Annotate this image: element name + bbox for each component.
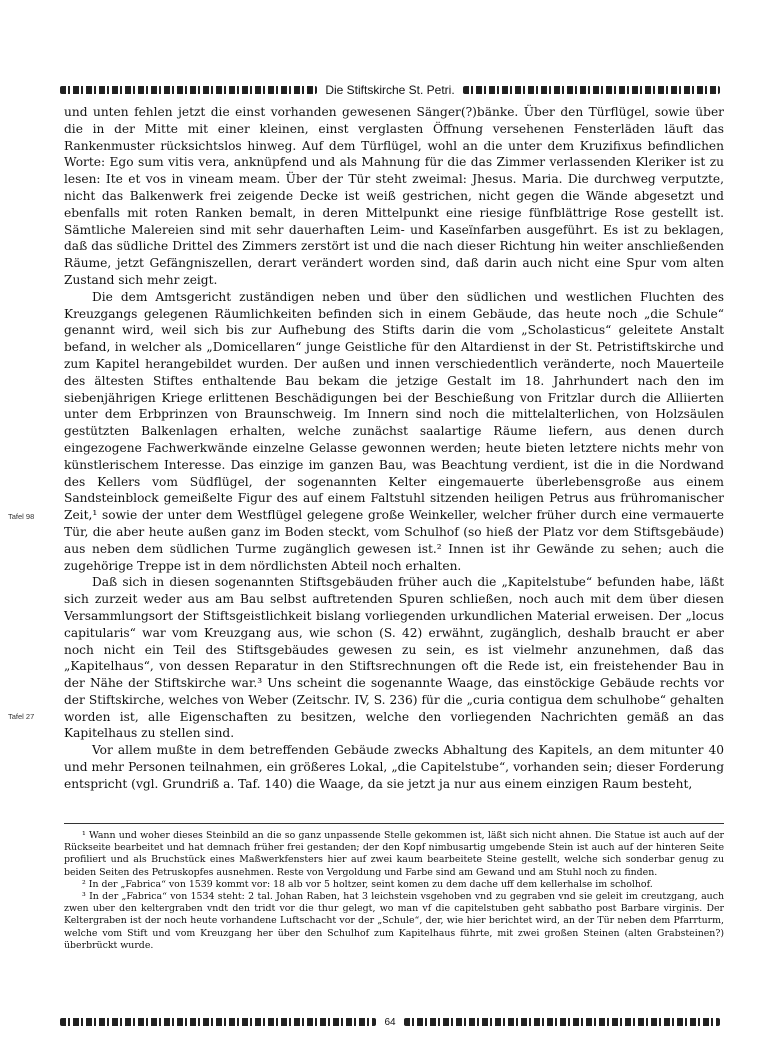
page-number: 64 — [384, 1016, 396, 1028]
header-ornament-right — [463, 86, 720, 94]
paragraph-2: Die dem Amtsgericht zuständigen neben und über den südlichen und westlichen Fluchten des Kreuzgangs gelegenen Räumlichkeiten befinden sich in einem Gebäude, das heute noch „die Schule“ genannt wird, weil sich bis zur Aufhebung des Stifts darin die vom „Scholasticus“ geleitete Anstalt befand, in welcher als „Domicellaren“ junge Geistliche für den Altardienst in der St. Petristiftskirche und zum Kapitel herangebildet wurden. Der außen und innen verschiedentlich veränderte, noch Mauerteile des ältesten Stiftes enthaltende Bau bekam die jetzige Gestalt im 18. Jahrhundert nach den im siebenjährigen Kriege erlittenen Beschädigungen bei der Beschießung von Fritzlar durch die Alliierten unter dem Erbprinzen von Braunschweig. Im Innern sind noch die mittelalterlichen, von Holzsäulen gestützten Balkenlagen erhalten, welche zunächst saalartige Räume liefern, aus denen durch eingezogene Fachwerkwände einzelne Gelasse gewonnen werden; heute bieten letztere nichts mehr von künstlerischem Interesse. Das einzige im ganzen Bau, was Beachtung verdient, ist die in die Nordwand des Kellers vom Südflügel, der sogenannten Kelter eingemauerte überlebensgroße aus einem Sandsteinblock gemeißelte Figur des auf einem Faltstuhl sitzenden heiligen Petrus aus frühromanischer Zeit,¹ sowie der unter dem Westflügel gelegene große Weinkeller, welcher früher durch eine vermauerte Tür, die aber heute außen ganz im Boden steckt, vom Schulhof (so hieß der Platz vor dem Stiftsgebäude) aus neben dem südlichen Turme zugänglich gewesen ist.² Innen ist ihr Gewände zu sehen; auch die zugehörige Treppe ist in dem nördlichsten Abteil noch erhalten. — [64, 289, 724, 573]
footnote-rule — [64, 823, 724, 824]
footnote-2: ² In der „Fabrica“ von 1539 kommt vor: 18 alb vor 5 holtzer, seint komen zu dem dache uff dem kellerhalse im scholhof. — [82, 878, 653, 890]
body-text — [64, 104, 724, 793]
paragraph-3: Daß sich in diesen sogenannten Stiftsgebäuden früher auch die „Kapitelstube“ befunden habe, läßt sich zurzeit weder aus am Bau selbst auftretenden Spuren schließen, noch auch mit dem über diesen Versammlungsort der Stiftsgeistlichkeit bislang vorliegenden urkundlichen Material erweisen. Der „locus capitularis“ war vom Kreuzgang aus, wie schon (S. 42) erwähnt, zugänglich, deshalb braucht er aber noch nicht ein Teil des Stiftsgebäudes gewesen zu sein, es ist vielmehr anzunehmen, daß das „Kapitelhaus“, von dessen Reparatur in den Stiftsrechnungen oft die Rede ist, ein freistehender Bau in der Nähe der Stiftskirche war.³ Uns scheint die sogenannte Waage, das einstöckige Gebäude rechts vor der Stiftskirche, welches von Weber (Zeitschr. IV, S. 236) für die „curia contigua dem schulhobe“ gehalten worden ist, alle Eigenschaften zu besitzen, welche den vorliegenden Nachrichten gemäß an das Kapitelhaus zu stellen sind. — [64, 575, 724, 741]
footnote-1: ¹ Wann und woher dieses Steinbild an die so ganz unpassende Stelle gekommen ist, läßt sich nicht ahnen. Die Statue ist auch auf der Rückseite bearbeitet und hat demnach früher frei gestanden; der den Kopf nimbusartig umgebende Stein ist auch auf der hinteren Seite profiliert und als Bruchstück eines Maßwerkfensters hier auf zwei kaum bearbeitete Steine gestellt, welche sich sonderbar genug zu beiden Seiten des Petruskopfes ausnehmen. Reste von Vergoldung und Farbe sind am Gewand und am Stuhl noch zu finden. — [64, 830, 724, 878]
footer-ornament-left — [60, 1018, 376, 1026]
margin-note-tafel-98: Tafel 98 — [8, 512, 35, 521]
footnote-3: ³ In der „Fabrica“ von 1534 steht: 2 tal. Johan Raben, hat 3 leichstein vsgehoben vnd zu gegraben vnd sie geleit im creutzgang, auch zwen uber den keltergraben vndt den tridt vor die thur gelegt, wo man vf die capitelstuben geht sabbatho post Barbare virginis. Der Keltergraben ist der noch heute vorhandene Luftschacht vor der „Schule“, der, wie hier berichtet wird, an der Tür neben dem Pfarrturm, welche vom Stift und vom Kreuzgang her über den Schulhof zum Kapitelhaus führte, mit zwei großen Steinen (alten Grabsteinen?) überbrückt wurde. — [64, 891, 724, 951]
header-title: Die Stiftskirche St. Petri. — [325, 83, 455, 97]
footnotes — [64, 830, 724, 952]
paragraph-4: Vor allem mußte in dem betreffenden Gebäude zwecks Abhaltung des Kapitels, an dem mitunter 40 und mehr Personen teilnahmen, ein größeres Lokal, „die Capitelstube“, vorhanden sein; dieser Forderung entspricht (vgl. Grundriß a. Taf. 140) die Waage, da sie jetzt ja nur aus einem einzigen Raum besteht, — [64, 743, 724, 791]
margin-note-tafel-27: Tafel 27 — [8, 712, 35, 721]
paragraph-1: und unten fehlen jetzt die einst vorhanden gewesenen Sänger(?)bänke. Über den Türflügel, sowie über die in der Mitte mit einer kleinen, einst verglasten Öffnung versehenen Fensterläden läuft das Rankenmuster rücksichtslos hinweg. Auf dem Türflügel, wohl an die unter dem Kruzifixus befindlichen Worte: Ego sum vitis vera, anknüpfend und als Mahnung für die das Zimmer verlassenden Kleriker ist zu lesen: Ite et vos in vineam meam. Über der Tür steht zweimal: Jhesus. Maria. Die durchweg verputzte, nicht das Balkenwerk frei zeigende Decke ist weiß gestrichen, nicht gegen die Wände abgesetzt und ebenfalls mit roten Ranken bemalt, in deren Mittelpunkt eine riesige fünfblättrige Rose gestellt ist. Sämtliche Malereien sind mit sehr dauerhaften Leim- und Kaseïnfarben ausgeführt. Es ist zu beklagen, daß das südliche Drittel des Zimmers zerstört ist und die nach dieser Richtung hin weiter anschließenden Räume, jetzt Gefängniszellen, derart verändert worden sind, daß darin auch nicht eine Spur vom alten Zustand sich mehr zeigt. — [64, 105, 724, 287]
running-footer — [60, 1014, 720, 1030]
running-header — [60, 80, 720, 100]
footer-ornament-right — [404, 1018, 720, 1026]
header-ornament-left — [60, 86, 317, 94]
